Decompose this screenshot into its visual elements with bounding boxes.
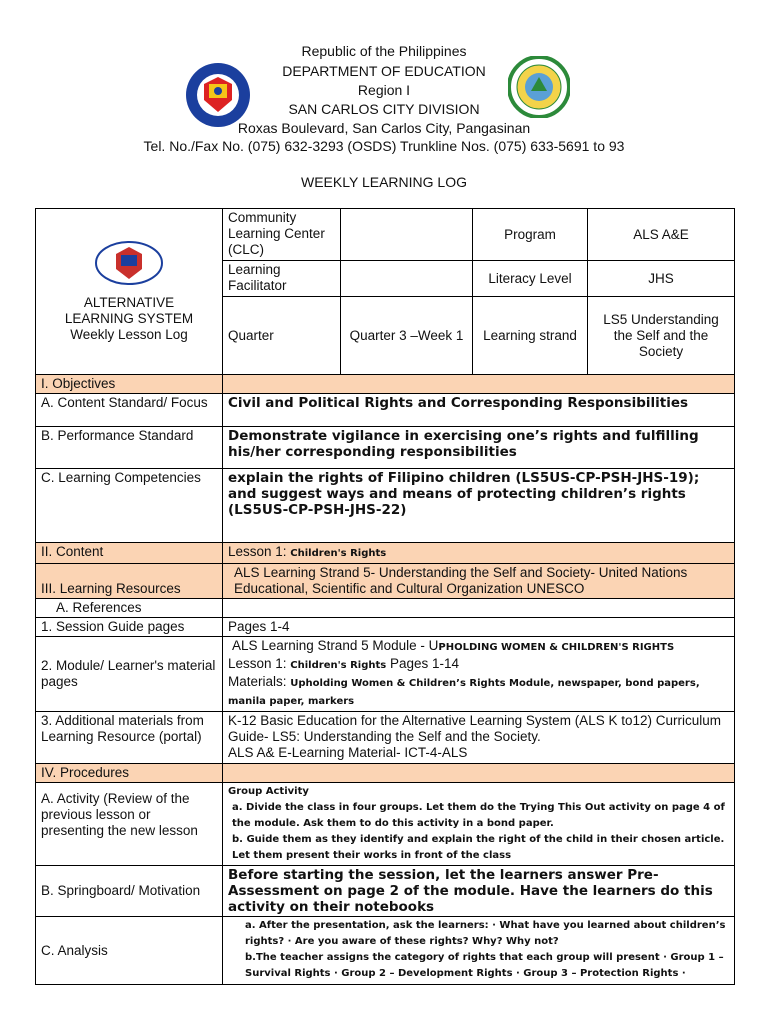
document-title: WEEKLY LEARNING LOG [301, 174, 467, 190]
performance-label: B. Performance Standard [36, 427, 223, 469]
module-line3-bold: Upholding Women & Children’s Rights Module, newspaper, bond papers, manila paper, markers [228, 678, 700, 707]
activity-step-a: a. Divide the class in four groups. Let them do the Trying This Out activity on page 4 of the module. Ask them to do this activity in a bond paper. [232, 802, 725, 829]
activity-label: A. Activity (Review of the previous lesson or presenting the new lesson [36, 783, 223, 866]
facilitator-value [341, 261, 473, 297]
header-address: Roxas Boulevard, San Carlos City, Pangasinan [237, 120, 531, 136]
facilitator-label: Learning Facilitator [223, 261, 341, 297]
analysis-step-a: a. After the presentation, ask the learners: · What have you learned about children’s rights? · Are you aware of these rights? Why? Why not? [245, 920, 726, 947]
activity-step-b: b. Guide them as they identify and explain the right of the child in their chosen article. Let them present their works in front of the class [232, 834, 725, 861]
literacy-value: JHS [588, 261, 735, 297]
additional-line2: ALS A& E-Learning Material- ICT-4-ALS [228, 745, 468, 760]
program-label: Program [473, 209, 588, 261]
literacy-label: Literacy Level [473, 261, 588, 297]
header-department: DEPARTMENT OF EDUCATION [282, 63, 486, 79]
als-title: ALTERNATIVE LEARNING SYSTEM Weekly Lesson Log [64, 294, 194, 342]
analysis-step-b: b.The teacher assigns the category of rights that each group will present · Group 1 – Survival Rights · Group 2 – Development Rights · Group 3 – Protection Rights · [245, 952, 724, 979]
springboard-value: Before starting the session, let the learners answer Pre-Assessment on page 2 of the module. Have the learners do this activity on their notebooks [223, 866, 735, 917]
objectives-label: I. Objectives [36, 375, 223, 394]
activity-value [223, 783, 735, 866]
quarter-value: Quarter 3 –Week 1 [341, 297, 473, 375]
header-division: SAN CARLOS CITY DIVISION [288, 101, 480, 117]
weekly-learning-log-table [35, 208, 735, 985]
module-line1-bold: PHOLDING WOMEN & CHILDREN'S RIGHTS [438, 642, 675, 653]
clc-value [341, 209, 473, 261]
session-label: 1. Session Guide pages [36, 618, 223, 637]
module-line2: Lesson 1: [228, 656, 291, 671]
activity-title: Group Activity [228, 786, 309, 797]
module-value [223, 637, 735, 712]
additional-value [223, 712, 735, 764]
header-contact: Tel. No./Fax No. (075) 632-3293 (OSDS) Trunkline Nos. (075) 633-5691 to 93 [143, 138, 625, 154]
session-value: Pages 1-4 [223, 618, 735, 637]
additional-line1: K-12 Basic Education for the Alternative Learning System (ALS K to12) Curriculum Guide- LS5: Understanding the Self and the Society. [228, 713, 721, 744]
analysis-label: C. Analysis [36, 917, 223, 985]
content-standard-label: A. Content Standard/ Focus [36, 394, 223, 427]
content-value-bold: Children's Rights [290, 548, 387, 559]
references-value [223, 599, 735, 618]
clc-label: Community Learning Center (CLC) [223, 209, 341, 261]
strand-value: LS5 Understanding the Self and the Society [588, 297, 735, 375]
resources-value: ALS Learning Strand 5- Understanding the Self and Society- United Nations Educational, Scientific and Cultural Organization UNESCO [223, 564, 735, 599]
competencies-value: explain the rights of Filipino children (LS5US-CP-PSH-JHS-19); and suggest ways and means of protecting children’s rights (LS5US-CP-PSH-JHS-22) [223, 469, 735, 543]
content-prefix: Lesson 1: [228, 544, 291, 559]
additional-label: 3. Additional materials from Learning Resource (portal) [36, 712, 223, 764]
module-label: 2. Module/ Learner's material pages [36, 637, 223, 712]
module-line1: ALS Learning Strand 5 Module - U [232, 638, 439, 653]
content-standard-value: Civil and Political Rights and Corresponding Responsibilities [223, 394, 735, 427]
program-value: ALS A&E [588, 209, 735, 261]
header-republic: Republic of the Philippines [301, 43, 467, 59]
springboard-label: B. Springboard/ Motivation [36, 866, 223, 917]
content-value [223, 543, 735, 564]
resources-label: III. Learning Resources [36, 564, 223, 599]
header-region: Region I [357, 82, 411, 98]
als-cell [36, 209, 223, 375]
kagawaran-seal [94, 241, 164, 285]
analysis-value [223, 917, 735, 985]
quarter-label: Quarter [223, 297, 341, 375]
competencies-label: C. Learning Competencies [36, 469, 223, 543]
module-line2-bold: Children's Rights [290, 660, 387, 671]
strand-label: Learning strand [473, 297, 588, 375]
performance-value: Demonstrate vigilance in exercising one’s rights and fulfilling his/her corresponding responsibilities [223, 427, 735, 469]
procedures-fill [223, 764, 735, 783]
content-label: II. Content [36, 543, 223, 564]
references-label: A. References [36, 599, 223, 618]
objectives-fill [223, 375, 735, 394]
module-line2-suffix: Pages 1-14 [386, 656, 460, 671]
procedures-label: IV. Procedures [36, 764, 223, 783]
module-line3: Materials: [228, 674, 291, 689]
